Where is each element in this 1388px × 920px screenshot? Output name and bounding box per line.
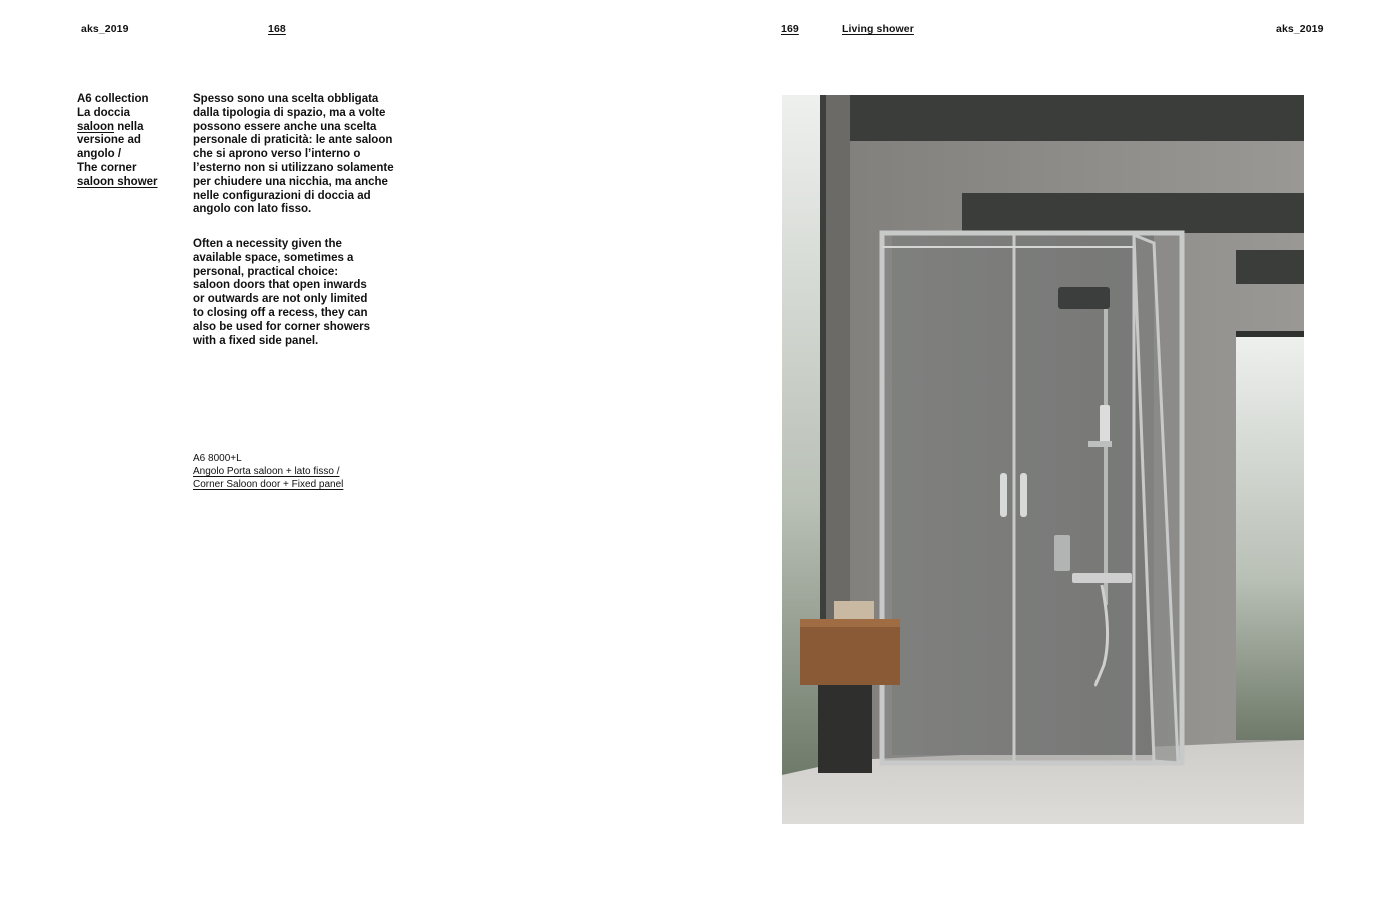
title-line: versione ad — [77, 134, 141, 147]
product-photo — [782, 95, 1304, 824]
title-line — [77, 121, 187, 135]
header-brand-left: aks_2019 — [81, 23, 129, 35]
right-window — [1236, 335, 1304, 740]
product-description-link[interactable]: Angolo Porta saloon + lato fisso / — [193, 466, 340, 477]
body-line: personal, practical choice: — [193, 265, 339, 278]
header-brand-right: aks_2019 — [1276, 23, 1324, 35]
page-number-right[interactable]: 169 — [781, 23, 799, 35]
body-line: with a fixed side panel. — [193, 334, 319, 347]
body-line: dalla tipologia di spazio, ma a volte — [193, 106, 386, 119]
shower-head — [1058, 287, 1110, 309]
title-line: angolo / — [77, 148, 122, 161]
body-line: per chiudere una nicchia, ma anche — [193, 175, 388, 188]
door-handle — [1020, 473, 1027, 517]
body-line: che si aprono verso l’interno o — [193, 148, 361, 161]
body-line: possono essere anche una scelta — [193, 120, 377, 133]
body-line: to closing off a recess, they can — [193, 306, 368, 319]
section-title[interactable]: Living shower — [842, 23, 914, 35]
product-code: A6 8000+L — [193, 453, 242, 464]
product-caption — [193, 452, 343, 491]
body-line: personale di praticità: le ante saloon — [193, 134, 393, 147]
body-line: available space, sometimes a — [193, 251, 354, 264]
title-line — [77, 176, 187, 190]
body-line: angolo con lato fisso. — [193, 203, 312, 216]
ceiling-beam — [850, 95, 1304, 141]
ceiling-beam — [962, 193, 1304, 233]
body-line: or outwards are not only limited — [193, 293, 368, 306]
body-line: nelle configurazioni di doccia ad — [193, 189, 371, 202]
page-number-left[interactable]: 168 — [268, 23, 286, 35]
collection-title — [77, 93, 187, 190]
saloon-link[interactable]: saloon — [77, 120, 115, 133]
door-handle — [1000, 473, 1007, 517]
body-line: Spesso sono una scelta obbligata — [193, 93, 379, 105]
title-line: La doccia — [77, 106, 131, 119]
shower-column — [1104, 305, 1108, 605]
title-line-rest: nella — [114, 120, 144, 133]
wooden-stool — [800, 619, 900, 685]
product-description-link[interactable]: Corner Saloon door + Fixed panel — [193, 479, 344, 490]
title-line: A6 collection — [77, 93, 149, 105]
saloon-shower-link[interactable]: saloon shower — [77, 175, 158, 188]
shower-illustration — [782, 95, 1304, 824]
body-line: saloon doors that open inwards — [193, 279, 367, 292]
body-line: l’esterno non si utilizzano solamente — [193, 161, 394, 174]
body-text-english — [193, 238, 413, 348]
title-line: The corner — [77, 161, 137, 174]
body-text-italian — [193, 93, 413, 217]
body-line: also be used for corner showers — [193, 320, 371, 333]
body-line: Often a necessity given the — [193, 238, 342, 250]
